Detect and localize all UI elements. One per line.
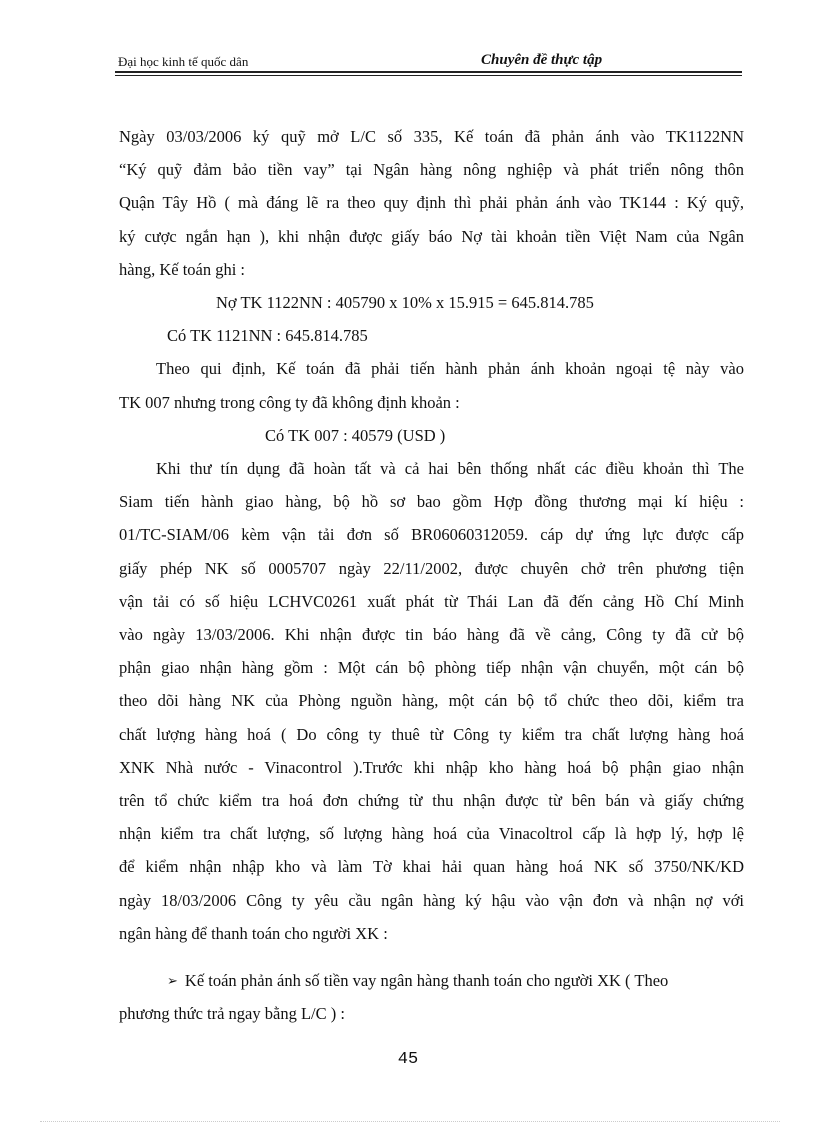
text-line: chất lượng hàng hoá ( Do công ty thuê từ Công ty kiểm tra chất lượng hàng hoá: [119, 724, 744, 744]
bullet-item: [119, 964, 744, 1030]
bullet-line: [119, 964, 744, 997]
text-line: Theo qui định, Kế toán đã phải tiến hành phản ánh khoản ngoại tệ này vào: [156, 359, 744, 379]
text-line: để kiểm nhận nhập kho và làm Tờ khai hải quan hàng hoá NK số 3750/NK/KD: [119, 857, 744, 877]
page-bottom-edge: [40, 1121, 780, 1122]
text-line: XNK Nhà nước - Vinacontrol ).Trước khi nhập kho hàng hoá bộ phận giao nhận: [119, 757, 744, 777]
text-line: ngân hàng để thanh toán cho người XK :: [119, 923, 388, 943]
text-line: vận tải có số hiệu LCHVC0261 xuất phát từ Thái Lan đã đến cảng Hồ Chí Minh: [119, 591, 744, 611]
text-line: Siam tiến hành giao hàng, bộ hồ sơ bao gồm Hợp đồng thương mại kí hiệu :: [119, 492, 744, 512]
bullet-text: Kế toán phản ánh số tiền vay ngân hàng thanh toán cho người XK ( Theo: [184, 971, 669, 991]
header-school-name: Đại học kinh tế quốc dân: [118, 54, 249, 69]
text-line: phận giao nhận hàng gồm : Một cán bộ phòng tiếp nhận vận chuyển, một cán bộ: [119, 658, 744, 678]
text-line: Khi thư tín dụng đã hoàn tất và cả hai bên thống nhất các điều khoản thì The: [156, 459, 744, 479]
journal-entry-credit: Có TK 1121NN : 645.814.785: [167, 326, 368, 346]
text-line: ký cược ngắn hạn ), khi nhận được giấy báo Nợ tài khoản tiền Việt Nam của Ngân: [119, 226, 744, 246]
header-rule-thin: [115, 75, 742, 76]
journal-entry-foreign-currency: Có TK 007 : 40579 (USD ): [265, 425, 446, 445]
text-line: hàng, Kế toán ghi :: [119, 259, 246, 279]
header-rule-thick: [115, 71, 742, 73]
text-line: TK 007 nhưng trong công ty đã không định khoản :: [119, 392, 460, 412]
header-report-title: Chuyên đề thực tập: [481, 52, 603, 68]
paragraph-regulation: [119, 352, 744, 418]
text-line: 01/TC-SIAM/06 kèm vận tải đơn số BR06060312059. cáp dự ứng lực được cấp: [119, 525, 744, 545]
spacer: [119, 950, 744, 964]
text-line: ngày 18/03/2006 Công ty yêu cầu ngân hàng ký hậu vào vận đơn và nhận nợ với: [119, 890, 744, 910]
text-line: phương thức trả ngay bằng L/C ) :: [119, 1004, 345, 1024]
arrow-bullet-icon: ➢: [167, 973, 178, 989]
text-line: nhận kiểm tra chất lượng, số lượng hàng hoá của Vinacoltrol cấp là hợp lý, hợp lệ: [119, 824, 744, 844]
text-line: Quận Tây Hồ ( mà đáng lẽ ra theo quy định thì phải phản ánh vào TK144 : Ký quỹ,: [119, 193, 744, 213]
page-body: [119, 120, 744, 1030]
paragraph-delivery: [119, 452, 744, 950]
page-number: 45: [397, 1050, 419, 1069]
text-line: theo dõi hàng NK của Phòng nguồn hàng, một cán bộ tổ chức theo dõi, kiểm tra: [119, 691, 744, 711]
journal-entry-debit: Nợ TK 1122NN : 405790 x 10% x 15.915 = 645.814.785: [216, 293, 594, 313]
paragraph-deposit: [119, 120, 744, 286]
text-line: “Ký quỹ đảm bảo tiền vay” tại Ngân hàng nông nghiệp và phát triển nông thôn: [119, 160, 744, 180]
text-line: trên tổ chức kiểm tra hoá đơn chứng từ thu nhận được từ bên bán và giấy chứng: [119, 791, 744, 811]
text-line: vào ngày 13/03/2006. Khi nhận được tin báo hàng đã về cảng, Công ty đã cử bộ: [119, 625, 744, 645]
text-line: Ngày 03/03/2006 ký quỹ mở L/C số 335, Kế toán đã phản ánh vào TK1122NN: [119, 127, 744, 146]
text-line: giấy phép NK số 0005707 ngày 22/11/2002, được chuyên chở trên phương tiện: [119, 558, 744, 578]
